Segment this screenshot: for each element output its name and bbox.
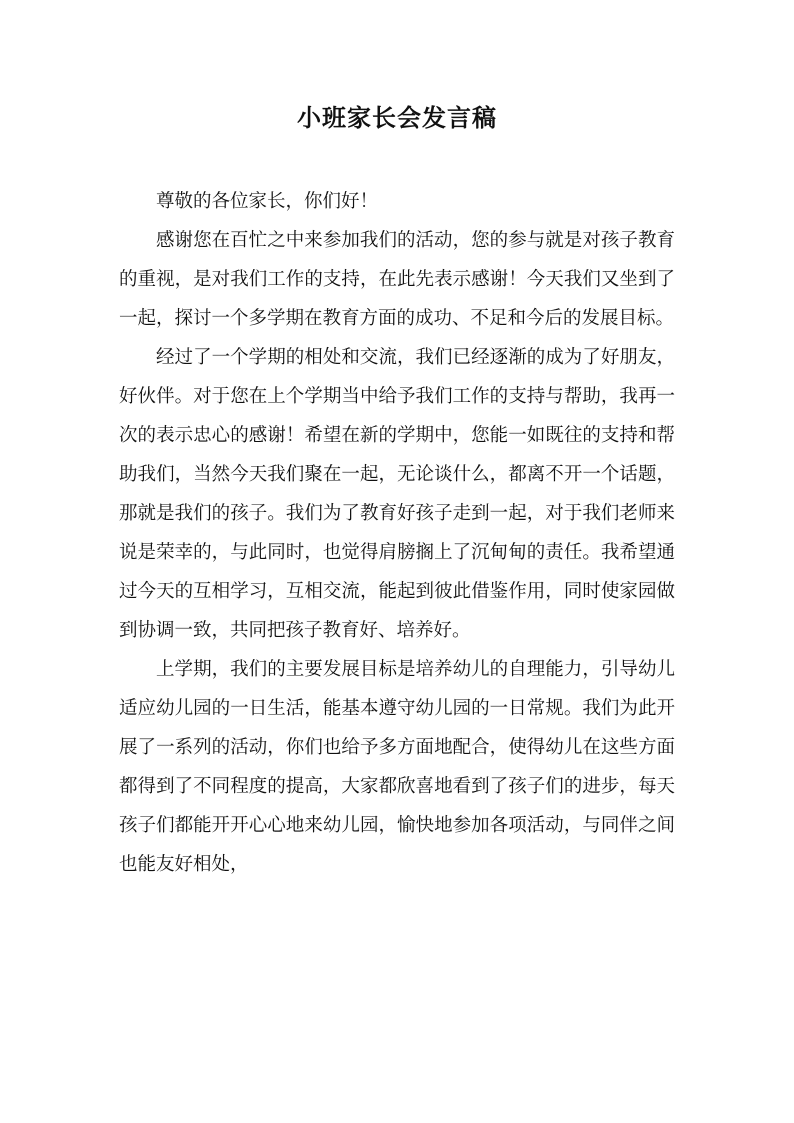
paragraph-thanks: 感谢您在百忙之中来参加我们的活动，您的参与就是对孩子教育的重视，是对我们工作的支持，在此先表示感谢！今天我们又坐到了一起，探讨一个多学期在教育方面的成功、不足和今后的发展目标。 (119, 230, 675, 329)
paragraph-last-semester: 上学期，我们的主要发展目标是培养幼儿的自理能力，引导幼儿适应幼儿园的一日生活，能基本遵守幼儿园的一日常规。我们为此开展了一系列的活动，你们也给予多方面地配合，使得幼儿在这些方面都得到了不同程度的提高，大家都欣喜地看到了孩子们的进步，每天孩子们都能开开心心地来幼儿园，愉快地参加各项活动，与同伴之间也能友好相处， (119, 659, 675, 875)
document-title: 小班家长会发言稿 (297, 103, 497, 132)
paragraph-cooperation: 经过了一个学期的相处和交流，我们已经逐渐的成为了好朋友，好伙伴。对于您在上个学期当中给予我们工作的支持与帮助，我再一次的表示忠心的感谢！希望在新的学期中，您能一如既往的支持和帮助我们，当然今天我们聚在一起，无论谈什么，都离不开一个话题，那就是我们的孩子。我们为了教育好孩子走到一起，对于我们老师来说是荣幸的，与此同时，也觉得肩膀搁上了沉甸甸的责任。我希望通过今天的互相学习，互相交流，能起到彼此借鉴作用，同时使家园做到协调一致，共同把孩子教育好、培养好。 (119, 347, 675, 641)
paragraph-greeting: 尊敬的各位家长，你们好！ (156, 191, 379, 212)
document-body (119, 182, 675, 884)
